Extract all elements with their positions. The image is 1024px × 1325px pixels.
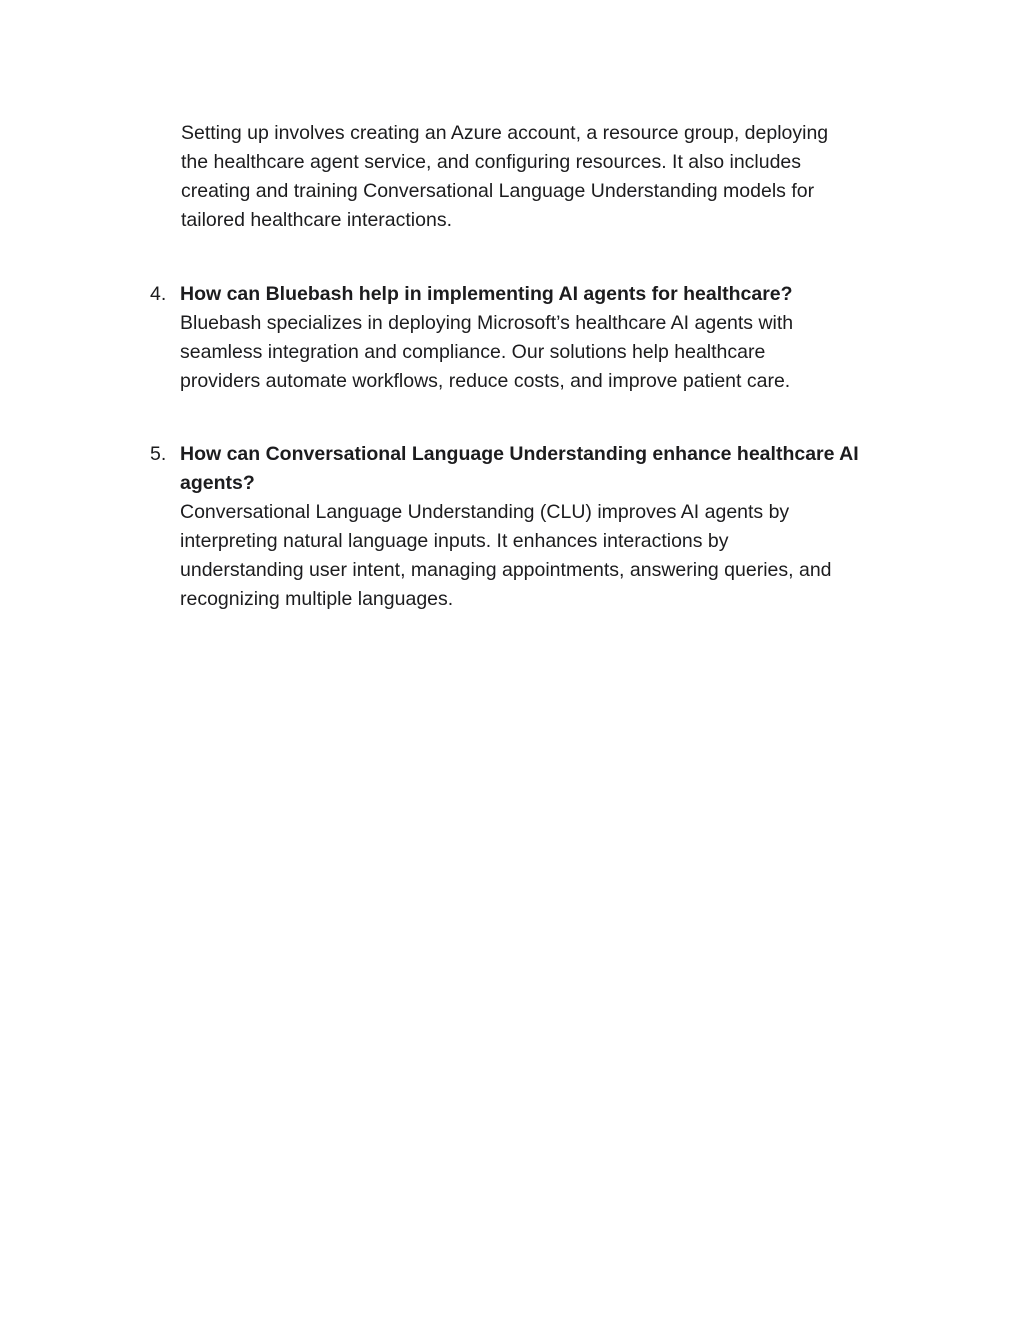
intro-line: tailored healthcare interactions. (181, 209, 452, 231)
answer-line: understanding user intent, managing appointments, answering queries, and (180, 559, 832, 581)
faq-number: 4. (150, 283, 167, 305)
intro-paragraph (181, 119, 911, 235)
intro-line: creating and training Conversational Language Understanding models for (181, 180, 815, 202)
faq-question (180, 280, 910, 309)
question-line: How can Bluebash help in implementing AI agents for healthcare? (180, 283, 793, 305)
intro-line: Setting up involves creating an Azure account, a resource group, deploying (181, 122, 829, 144)
answer-line: interpreting natural language inputs. It enhances interactions by (180, 530, 729, 552)
faq-answer (180, 498, 910, 614)
answer-line: seamless integration and compliance. Our solutions help healthcare (180, 341, 766, 363)
faq-question (180, 440, 910, 498)
question-line: agents? (180, 472, 255, 494)
faq-content (180, 280, 910, 396)
answer-line: recognizing multiple languages. (180, 588, 454, 610)
answer-line: Bluebash specializes in deploying Microsoft’s healthcare AI agents with (180, 312, 794, 334)
question-line: How can Conversational Language Understanding enhance healthcare AI (180, 443, 859, 465)
faq-answer (180, 309, 910, 396)
faq-content (180, 440, 910, 614)
faq-number: 5. (150, 443, 167, 465)
intro-line: the healthcare agent service, and configuring resources. It also includes (181, 151, 802, 173)
answer-line: providers automate workflows, reduce costs, and improve patient care. (180, 370, 791, 392)
answer-line: Conversational Language Understanding (CLU) improves AI agents by (180, 501, 790, 523)
